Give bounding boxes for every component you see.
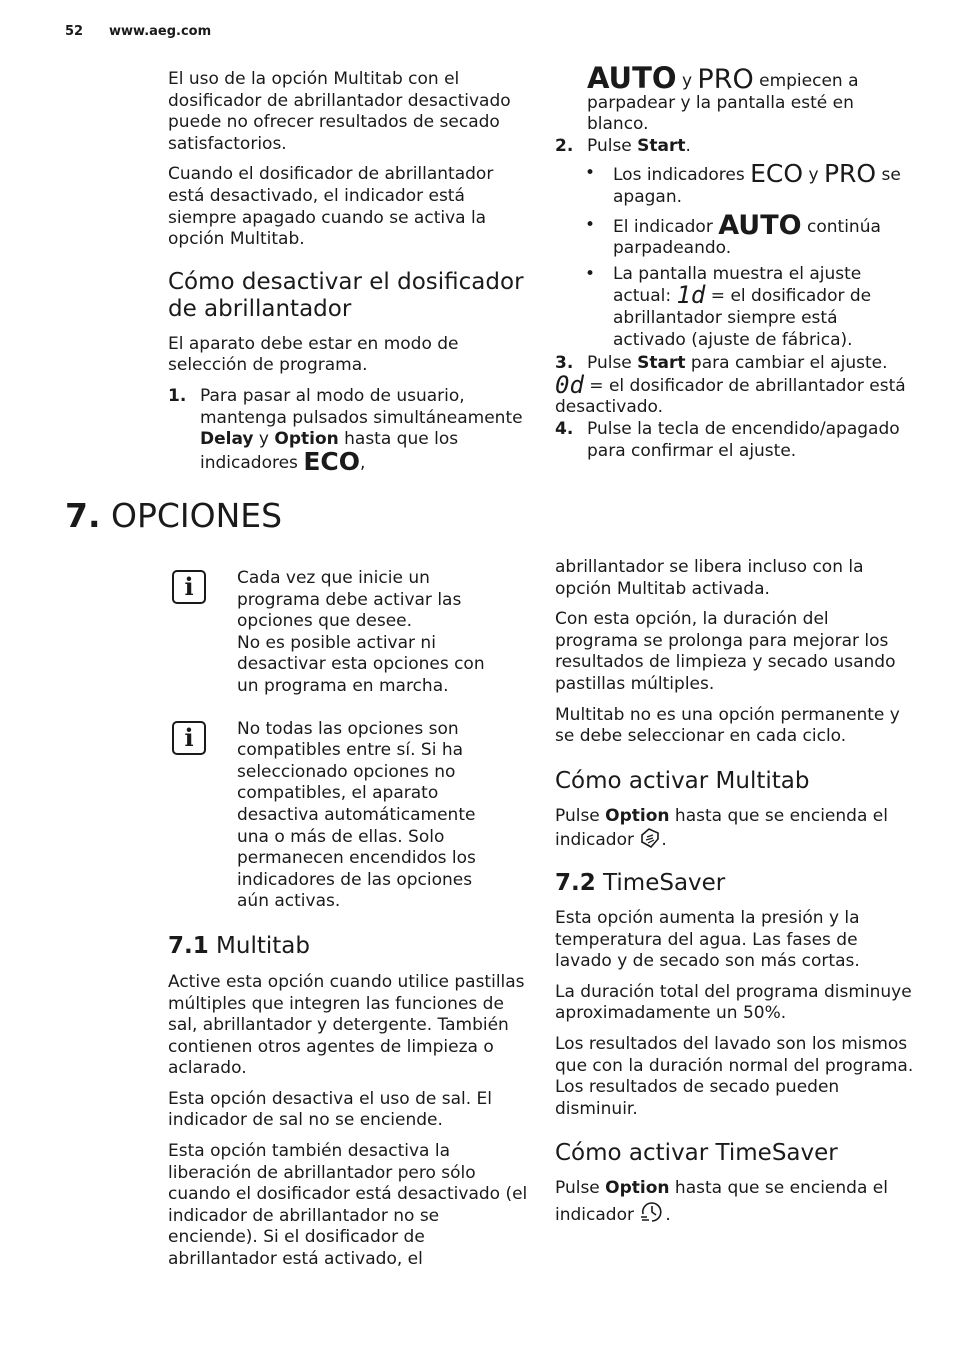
paragraph: La duración total del programa disminuye aproximadamente un 50%.	[555, 981, 912, 1024]
auto-indicator: AUTO	[587, 61, 677, 95]
paragraph: Los resultados del lavado son los mismos que con la duración normal del programa. Los resultados de secado pueden disminuir.	[555, 1033, 914, 1119]
step-1	[168, 386, 528, 474]
display-0d: 0d	[555, 370, 584, 399]
paragraph: Esta opción desactiva el uso de sal. El indicador de sal no se enciende.	[168, 1088, 493, 1131]
chapter-heading: 7. OPCIONES	[65, 496, 283, 535]
paragraph: Cuando el dosificador de abrillantador está desactivado, el indicador está siempre apagado cuando se activa la opción Multitab.	[168, 164, 494, 250]
paragraph: abrillantador se libera incluso con la opción Multitab activada.	[555, 557, 864, 599]
step-number: 1.	[168, 385, 187, 406]
bullet-item: • La pantalla muestra el ajuste actual: 1d = el dosificador de abrillantador siempre está activado (ajuste de fábrica).	[585, 263, 872, 350]
info-note	[168, 719, 528, 913]
option-key: Option	[605, 805, 670, 826]
bullet-item: • El indicador AUTO continúa parpadeando.	[585, 209, 881, 259]
pro-indicator: PRO	[697, 64, 754, 95]
start-key: Start	[637, 353, 686, 374]
step-text: Para pasar al modo de usuario, mantenga pulsados simultáneamente Delay y Option hasta que los indicadores ECO,	[200, 385, 523, 476]
info-text: Cada vez que inicie un programa debe activar las opciones que desee.	[237, 568, 462, 632]
start-key: Start	[637, 135, 686, 156]
paragraph: El uso de la opción Multitab con el dosificador de abrillantador desactivado puede no ofrecer resultados de secado satisfactorios.	[168, 69, 511, 154]
paragraph: Con esta opción, la duración del programa se prolonga para mejorar los resultados de limpieza y secado usando pastillas múltiples.	[555, 609, 896, 694]
pro-indicator: PRO	[823, 159, 877, 189]
step-1-continuation: AUTO y PRO empiecen a parpadear y la pantalla esté en blanco.	[587, 61, 859, 135]
step-4: 4. Pulse la tecla de encendido/apagado para confirmar el ajuste.	[555, 418, 900, 461]
option-key: Option	[274, 429, 339, 450]
section-heading-7-2: 7.2 TimeSaver	[555, 869, 726, 896]
paragraph: Active esta opción cuando utilice pastillas múltiples que integren las funciones de sal, abrillantador y detergente. También contienen otros agentes de limpieza o aclarado.	[168, 971, 525, 1079]
step-3: 3. Pulse Start para cambiar el ajuste.	[555, 353, 888, 374]
info-icon: i	[172, 721, 206, 755]
bottom-left-column	[168, 568, 528, 1280]
eco-indicator: ECO	[303, 446, 360, 476]
page-number: 52	[65, 24, 84, 39]
display-1d: 1d	[676, 281, 706, 310]
section-heading-7-1: 7.1 Multitab	[168, 932, 310, 959]
eco-indicator: ECO	[750, 159, 804, 189]
multitab-tablet-icon	[639, 827, 661, 849]
paragraph: El aparato debe estar en modo de selección de programa.	[168, 333, 459, 376]
info-icon: i	[172, 570, 206, 604]
info-text: No todas las opciones son compatibles entre sí. Si ha seleccionado opciones no compatibles, el aparato desactiva automáticamente una o más de ellas. Solo permanecen encendidos los indicadores de las opciones aún activas.	[237, 718, 476, 912]
heading-activate-multitab: Cómo activar Multitab	[555, 767, 810, 794]
setting-0d: 0d = el dosificador de abrillantador está desactivado.	[555, 370, 906, 418]
info-text: No es posible activar ni desactivar esta opciones con un programa en marcha.	[237, 632, 485, 696]
section-heading: Cómo desactivar el dosificador de abrillantador	[168, 268, 524, 322]
option-key: Option	[605, 1178, 670, 1199]
paragraph: Esta opción aumenta la presión y la temperatura del agua. Las fases de lavado y de secado son más cortas.	[555, 907, 860, 972]
paragraph: Pulse Option hasta que se encienda el indicador .	[555, 1178, 888, 1225]
paragraph: Multitab no es una opción permanente y se debe seleccionar en cada ciclo.	[555, 704, 900, 747]
heading-activate-timesaver: Cómo activar TimeSaver	[555, 1140, 838, 1167]
step-2: 2. Pulse Start.	[555, 135, 691, 156]
top-left-column	[168, 69, 528, 474]
paragraph: Esta opción también desactiva la liberación de abrillantador pero sólo cuando el dosificador está desactivado (el indicador de abrillantador no se enciende). Si el dosificador de abrillantador está activado, el	[168, 1141, 528, 1270]
timesaver-clock-icon	[639, 1200, 665, 1224]
auto-indicator: AUTO	[718, 209, 802, 241]
header-url: www.aeg.com	[109, 24, 212, 39]
delay-key: Delay	[200, 429, 254, 450]
top-right-column	[555, 61, 915, 462]
info-note	[168, 568, 528, 698]
bottom-right-column	[555, 557, 915, 1235]
paragraph: Pulse Option hasta que se encienda el indicador .	[555, 805, 888, 851]
bullet-item: • Los indicadores ECO y PRO se apagan.	[585, 159, 901, 207]
